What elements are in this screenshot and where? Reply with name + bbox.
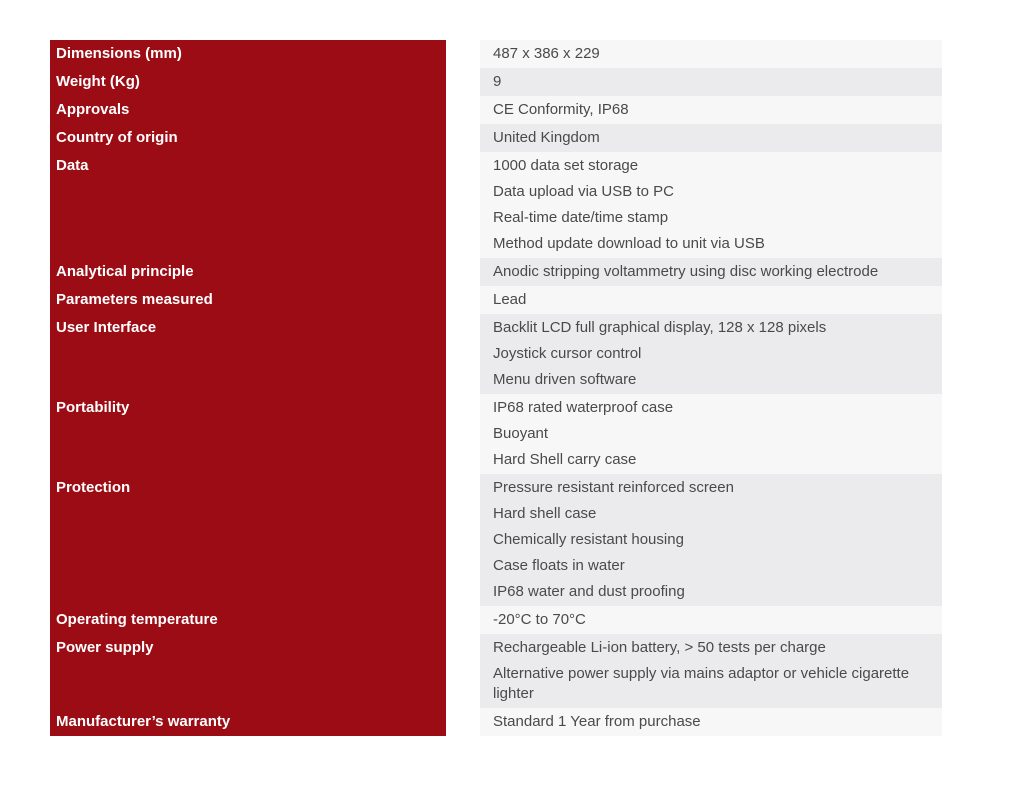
spec-label: Manufacturer’s warranty — [50, 708, 446, 736]
spec-label: User Interface — [50, 314, 446, 394]
spec-value: Case floats in water — [493, 557, 625, 574]
spec-value: Menu driven software — [493, 371, 637, 388]
spec-label: Parameters measured — [50, 286, 446, 314]
column-gap — [446, 394, 480, 474]
column-gap — [446, 314, 480, 394]
spec-row — [50, 124, 942, 152]
spec-value-cell — [480, 314, 942, 394]
spec-value: Data upload via USB to PC — [493, 183, 674, 200]
spec-value-cell — [480, 634, 942, 708]
spec-row — [50, 394, 942, 474]
spec-value: Rechargeable Li-ion battery, > 50 tests per charge — [493, 639, 826, 656]
spec-value: Buoyant — [493, 425, 549, 442]
column-gap — [446, 68, 480, 96]
spec-row — [50, 474, 942, 606]
spec-value-cell — [480, 606, 942, 634]
spec-value: Real-time date/time stamp — [493, 209, 669, 226]
column-gap — [446, 286, 480, 314]
spec-row — [50, 96, 942, 124]
spec-value: 487 x 386 x 229 — [493, 45, 600, 62]
spec-label: Weight (Kg) — [50, 68, 446, 96]
spec-value: CE Conformity, IP68 — [493, 101, 629, 118]
spec-value-cell — [480, 40, 942, 68]
spec-value: 1000 data set storage — [493, 157, 639, 174]
spec-row — [50, 152, 942, 258]
spec-row — [50, 708, 942, 736]
spec-row — [50, 68, 942, 96]
spec-label: Approvals — [50, 96, 446, 124]
spec-value-cell — [480, 124, 942, 152]
spec-value: Method update download to unit via USB — [493, 235, 765, 252]
spec-value-cell — [480, 96, 942, 124]
spec-label: Analytical principle — [50, 258, 446, 286]
spec-value: IP68 rated waterproof case — [493, 399, 674, 416]
spec-value: -20°C to 70°C — [493, 611, 586, 628]
spec-label: Country of origin — [50, 124, 446, 152]
spec-value-cell — [480, 152, 942, 258]
spec-label: Operating temperature — [50, 606, 446, 634]
spec-value-cell — [480, 68, 942, 96]
spec-row — [50, 634, 942, 708]
spec-value-cell — [480, 474, 942, 606]
spec-row — [50, 314, 942, 394]
spec-value: Hard shell case — [493, 505, 597, 522]
column-gap — [446, 634, 480, 708]
column-gap — [446, 40, 480, 68]
column-gap — [446, 96, 480, 124]
spec-value: Anodic stripping voltammetry using disc working electrode — [493, 263, 879, 280]
spec-value: IP68 water and dust proofing — [493, 583, 685, 600]
spec-value-cell — [480, 258, 942, 286]
spec-label: Protection — [50, 474, 446, 606]
spec-value: Pressure resistant reinforced screen — [493, 479, 734, 496]
column-gap — [446, 708, 480, 736]
spec-value: 9 — [493, 73, 502, 90]
specification-table — [50, 40, 942, 736]
column-gap — [446, 606, 480, 634]
column-gap — [446, 258, 480, 286]
spec-row — [50, 40, 942, 68]
spec-value-cell — [480, 286, 942, 314]
spec-value: United Kingdom — [493, 129, 600, 146]
spec-label: Portability — [50, 394, 446, 474]
spec-value: Lead — [493, 291, 527, 308]
column-gap — [446, 124, 480, 152]
spec-row — [50, 258, 942, 286]
column-gap — [446, 474, 480, 606]
spec-label: Dimensions (mm) — [50, 40, 446, 68]
spec-value: Chemically resistant housing — [493, 531, 684, 548]
spec-value-cell — [480, 394, 942, 474]
spec-value: Alternative power supply via mains adaptor or vehicle cigarette lighter — [493, 665, 910, 702]
spec-row — [50, 606, 942, 634]
spec-value: Standard 1 Year from purchase — [493, 713, 701, 730]
spec-value: Joystick cursor control — [493, 345, 642, 362]
spec-value: Hard Shell carry case — [493, 451, 637, 468]
spec-label: Data — [50, 152, 446, 258]
spec-row — [50, 286, 942, 314]
column-gap — [446, 152, 480, 258]
spec-value: Backlit LCD full graphical display, 128 x 128 pixels — [493, 319, 827, 336]
spec-value-cell — [480, 708, 942, 736]
spec-label: Power supply — [50, 634, 446, 708]
